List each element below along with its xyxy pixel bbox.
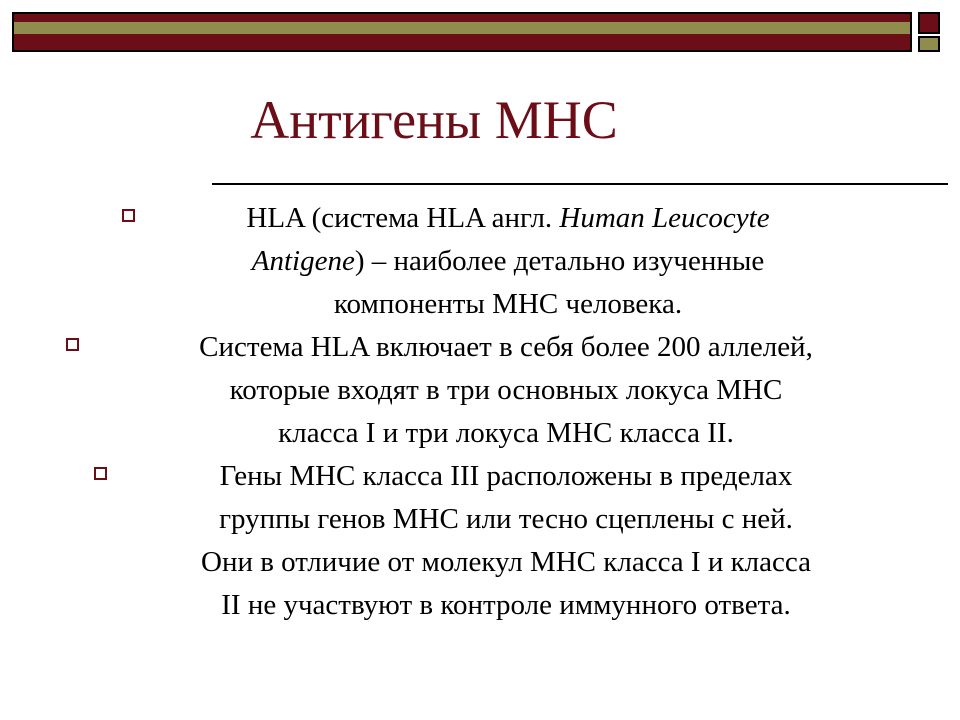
bullet-square-icon [122,209,135,222]
bullet-line: компоненты МНС человека. [333,288,683,320]
header-decoration-bar [12,12,912,52]
bullet-text: ) – наиболее детально изученные [354,245,765,277]
header-decoration-square-top [918,12,940,34]
bullet-line: группы генов МНС или тесно сцеплены с ней. [219,503,793,535]
title-divider [212,183,948,185]
header-decoration-square-bottom [918,36,940,52]
bullet-item-hla [168,197,848,326]
bullet-text: HLA (система HLA англ. [246,202,560,234]
bullet-line: Система HLA включает в себя более 200 аллелей, [199,331,813,363]
bullet-line: II не участвуют в контроле иммунного ответа. [221,589,791,621]
bullet-text-italic: Human Leucocyte [559,202,770,234]
bullet-line: которые входят в три основных локуса МНС [229,374,783,406]
bullet-text-italic: Antigene [251,245,355,277]
bullet-item-hla-alleles [102,326,910,455]
bullet-line: Они в отличие от молекул МНС класса I и класса [201,546,811,578]
bullet-line [168,197,848,240]
slide-title: Антигены МНС [250,90,618,150]
bullet-item-class-iii [100,455,912,627]
bullet-line: Гены МНС класса III расположены в пределах [219,460,793,492]
bullet-line [168,240,848,283]
bullet-square-icon [94,467,107,480]
bullet-line: класса I и три локуса МНС класса II. [278,417,734,449]
bullet-square-icon [66,338,79,351]
slide-title-container [0,84,960,156]
header-decoration-stripe [14,22,910,34]
